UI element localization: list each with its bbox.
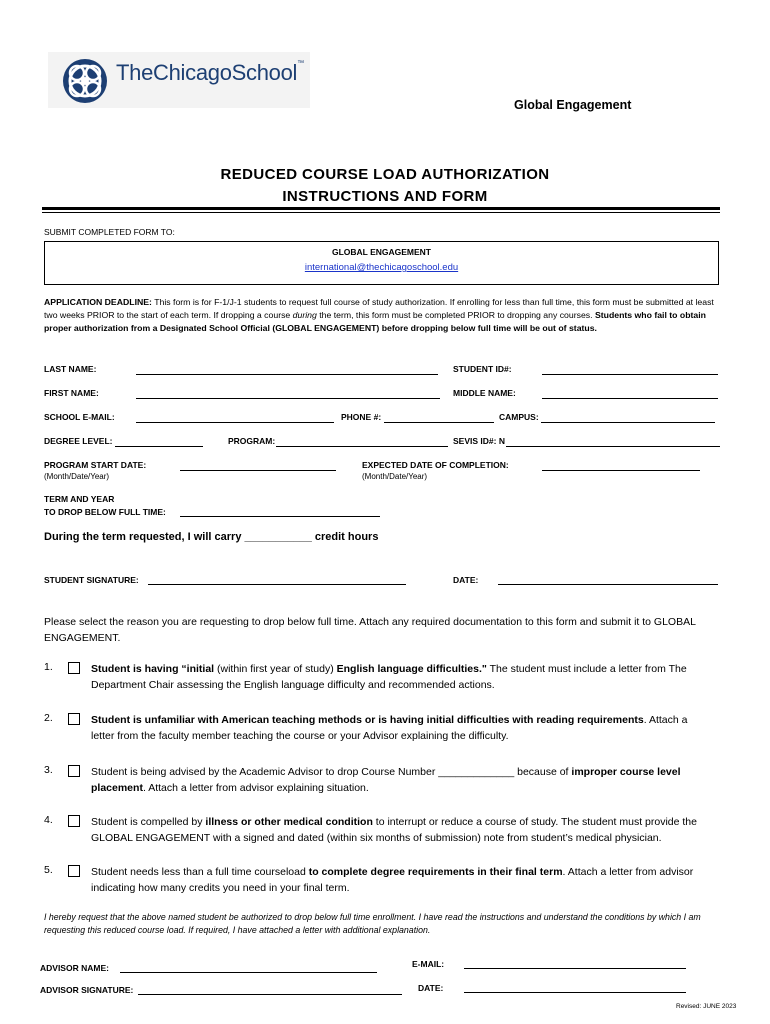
middle-name-label: MIDDLE NAME: bbox=[453, 388, 516, 398]
last-name-field[interactable] bbox=[136, 374, 438, 375]
phone-field[interactable] bbox=[384, 422, 494, 423]
advisor-date-label: DATE: bbox=[418, 983, 444, 993]
degree-level-label: DEGREE LEVEL: bbox=[44, 436, 113, 446]
reason-3-checkbox[interactable] bbox=[68, 765, 80, 777]
term-drop-label-2: TO DROP BELOW FULL TIME: bbox=[44, 507, 166, 517]
advisor-date-field[interactable] bbox=[464, 992, 686, 993]
expected-completion-format: (Month/Date/Year) bbox=[362, 472, 428, 481]
reason-3-number: 3. bbox=[44, 764, 53, 776]
campus-label: CAMPUS: bbox=[499, 412, 539, 422]
advisor-signature-field[interactable] bbox=[138, 994, 402, 995]
expected-completion-field[interactable] bbox=[542, 470, 700, 471]
advisor-name-field[interactable] bbox=[120, 972, 377, 973]
submit-to-box bbox=[44, 241, 719, 285]
program-start-format: (Month/Date/Year) bbox=[44, 472, 110, 481]
title-divider-thin bbox=[42, 212, 720, 213]
last-name-label: LAST NAME: bbox=[44, 364, 97, 374]
first-name-field[interactable] bbox=[136, 398, 440, 399]
expected-completion-label: EXPECTED DATE OF COMPLETION: bbox=[362, 460, 509, 470]
reason-4-number: 4. bbox=[44, 814, 53, 826]
student-date-field[interactable] bbox=[498, 584, 718, 585]
first-name-label: FIRST NAME: bbox=[44, 388, 99, 398]
advisor-signature-label: ADVISOR SIGNATURE: bbox=[40, 985, 134, 995]
reason-1-checkbox[interactable] bbox=[68, 662, 80, 674]
campus-field[interactable] bbox=[541, 422, 715, 423]
deadline-heading: APPLICATION DEADLINE: bbox=[44, 297, 152, 307]
school-email-label: SCHOOL E-MAIL: bbox=[44, 412, 115, 422]
reason-2-number: 2. bbox=[44, 712, 53, 724]
reason-3-text: Student is being advised by the Academic Advisor to drop Course Number _____________ because of improper course level placement. Attach a letter from advisor explaining situation. bbox=[91, 766, 681, 794]
student-signature-field[interactable] bbox=[148, 584, 406, 585]
program-start-label: PROGRAM START DATE: bbox=[44, 460, 147, 470]
advisor-email-field[interactable] bbox=[464, 968, 686, 969]
submit-office: GLOBAL ENGAGEMENT bbox=[331, 247, 431, 257]
phone-label: PHONE #: bbox=[341, 412, 382, 422]
form-title-line1: REDUCED COURSE LOAD AUTHORIZATION bbox=[220, 166, 550, 183]
advisor-email-label: E-MAIL: bbox=[412, 959, 445, 969]
reason-1-text: Student is having “initial (within first year of study) English language difficulties." The student must include a letter from The Department Chair assessing the English language difficulty and recommended actions. bbox=[91, 663, 687, 691]
reason-5-checkbox[interactable] bbox=[68, 865, 80, 877]
reason-5-text: Student needs less than a full time courseload to complete degree requirements in their final term. Attach a letter from advisor indicating how many credits you need in your final term. bbox=[91, 866, 694, 894]
title-divider bbox=[42, 207, 720, 210]
sevis-id-label: SEVIS ID#: N bbox=[453, 436, 505, 446]
program-field[interactable] bbox=[276, 446, 448, 447]
school-logo-icon bbox=[60, 56, 110, 106]
submit-label: SUBMIT COMPLETED FORM TO: bbox=[44, 227, 175, 237]
middle-name-field[interactable] bbox=[542, 398, 718, 399]
sevis-id-field[interactable] bbox=[506, 446, 720, 447]
degree-level-field[interactable] bbox=[115, 446, 203, 447]
student-id-field[interactable] bbox=[542, 374, 718, 375]
reason-2-checkbox[interactable] bbox=[68, 713, 80, 725]
application-deadline-paragraph: APPLICATION DEADLINE: This form is for F-1/J-1 students to request full course of study authorization. If enrolling for less than full time, this form must be submitted at least two weeks PRIOR to the start of each term. If dropping a course during the term, this form must be completed PRIOR to dropping any courses. Students who fail to obtain proper authorization from a Designated School Official (GLOBAL ENGAGEMENT) before dropping below full time will be out of status. bbox=[44, 297, 714, 333]
logo-wordmark: TheChicagoSchool™ bbox=[116, 60, 304, 85]
revision-date: Revised: JUNE 2023 bbox=[676, 1003, 737, 1010]
reason-4-text: Student is compelled by illness or other medical condition to interrupt or reduce a course of study. The student must provide the GLOBAL ENGAGEMENT with a signed and dated (within six months of submission) note from student’s medical physician. bbox=[91, 816, 697, 844]
reason-5-number: 5. bbox=[44, 864, 53, 876]
form-title-line2: INSTRUCTIONS AND FORM bbox=[282, 188, 488, 205]
advisor-declaration: I hereby request that the above named student be authorized to drop below full time enrollment. I have read the instructions and understand the conditions by which I am requesting this reduced course load. If required, I have attached a letter with additional explanation. bbox=[44, 912, 701, 935]
reasons-intro: Please select the reason you are requesting to drop below full time. Attach any required documentation to this form and submit it to GLOBAL ENGAGEMENT. bbox=[44, 616, 696, 644]
advisor-name-label: ADVISOR NAME: bbox=[40, 963, 109, 973]
student-date-label: DATE: bbox=[453, 575, 479, 585]
submit-email-link[interactable]: international@thechicagoschool.edu bbox=[304, 262, 459, 273]
reason-1-number: 1. bbox=[44, 661, 53, 673]
student-signature-label: STUDENT SIGNATURE: bbox=[44, 575, 139, 585]
reason-4-checkbox[interactable] bbox=[68, 815, 80, 827]
student-id-label: STUDENT ID#: bbox=[453, 364, 512, 374]
deadline-warning: Students who fail to obtain proper authorization from a Designated School Official (GLOBAL ENGAGEMENT) before dropping below full time will be out of status. bbox=[44, 310, 706, 333]
department-name: Global Engagement bbox=[514, 98, 632, 112]
school-email-field[interactable] bbox=[136, 422, 334, 423]
program-start-field[interactable] bbox=[180, 470, 336, 471]
credit-hours-field[interactable]: ___________ bbox=[244, 531, 312, 543]
term-drop-field[interactable] bbox=[180, 516, 380, 517]
reason-2-text: Student is unfamiliar with American teaching methods or is having initial difficulties with reading requirements. Attach a letter from the faculty member teaching the course or your Advisor explaining the difficulty. bbox=[91, 714, 688, 742]
term-drop-label-1: TERM AND YEAR bbox=[44, 494, 115, 504]
program-label: PROGRAM: bbox=[228, 436, 276, 446]
credit-hours-statement: During the term requested, I will carry ___________ credit hours bbox=[44, 531, 379, 543]
